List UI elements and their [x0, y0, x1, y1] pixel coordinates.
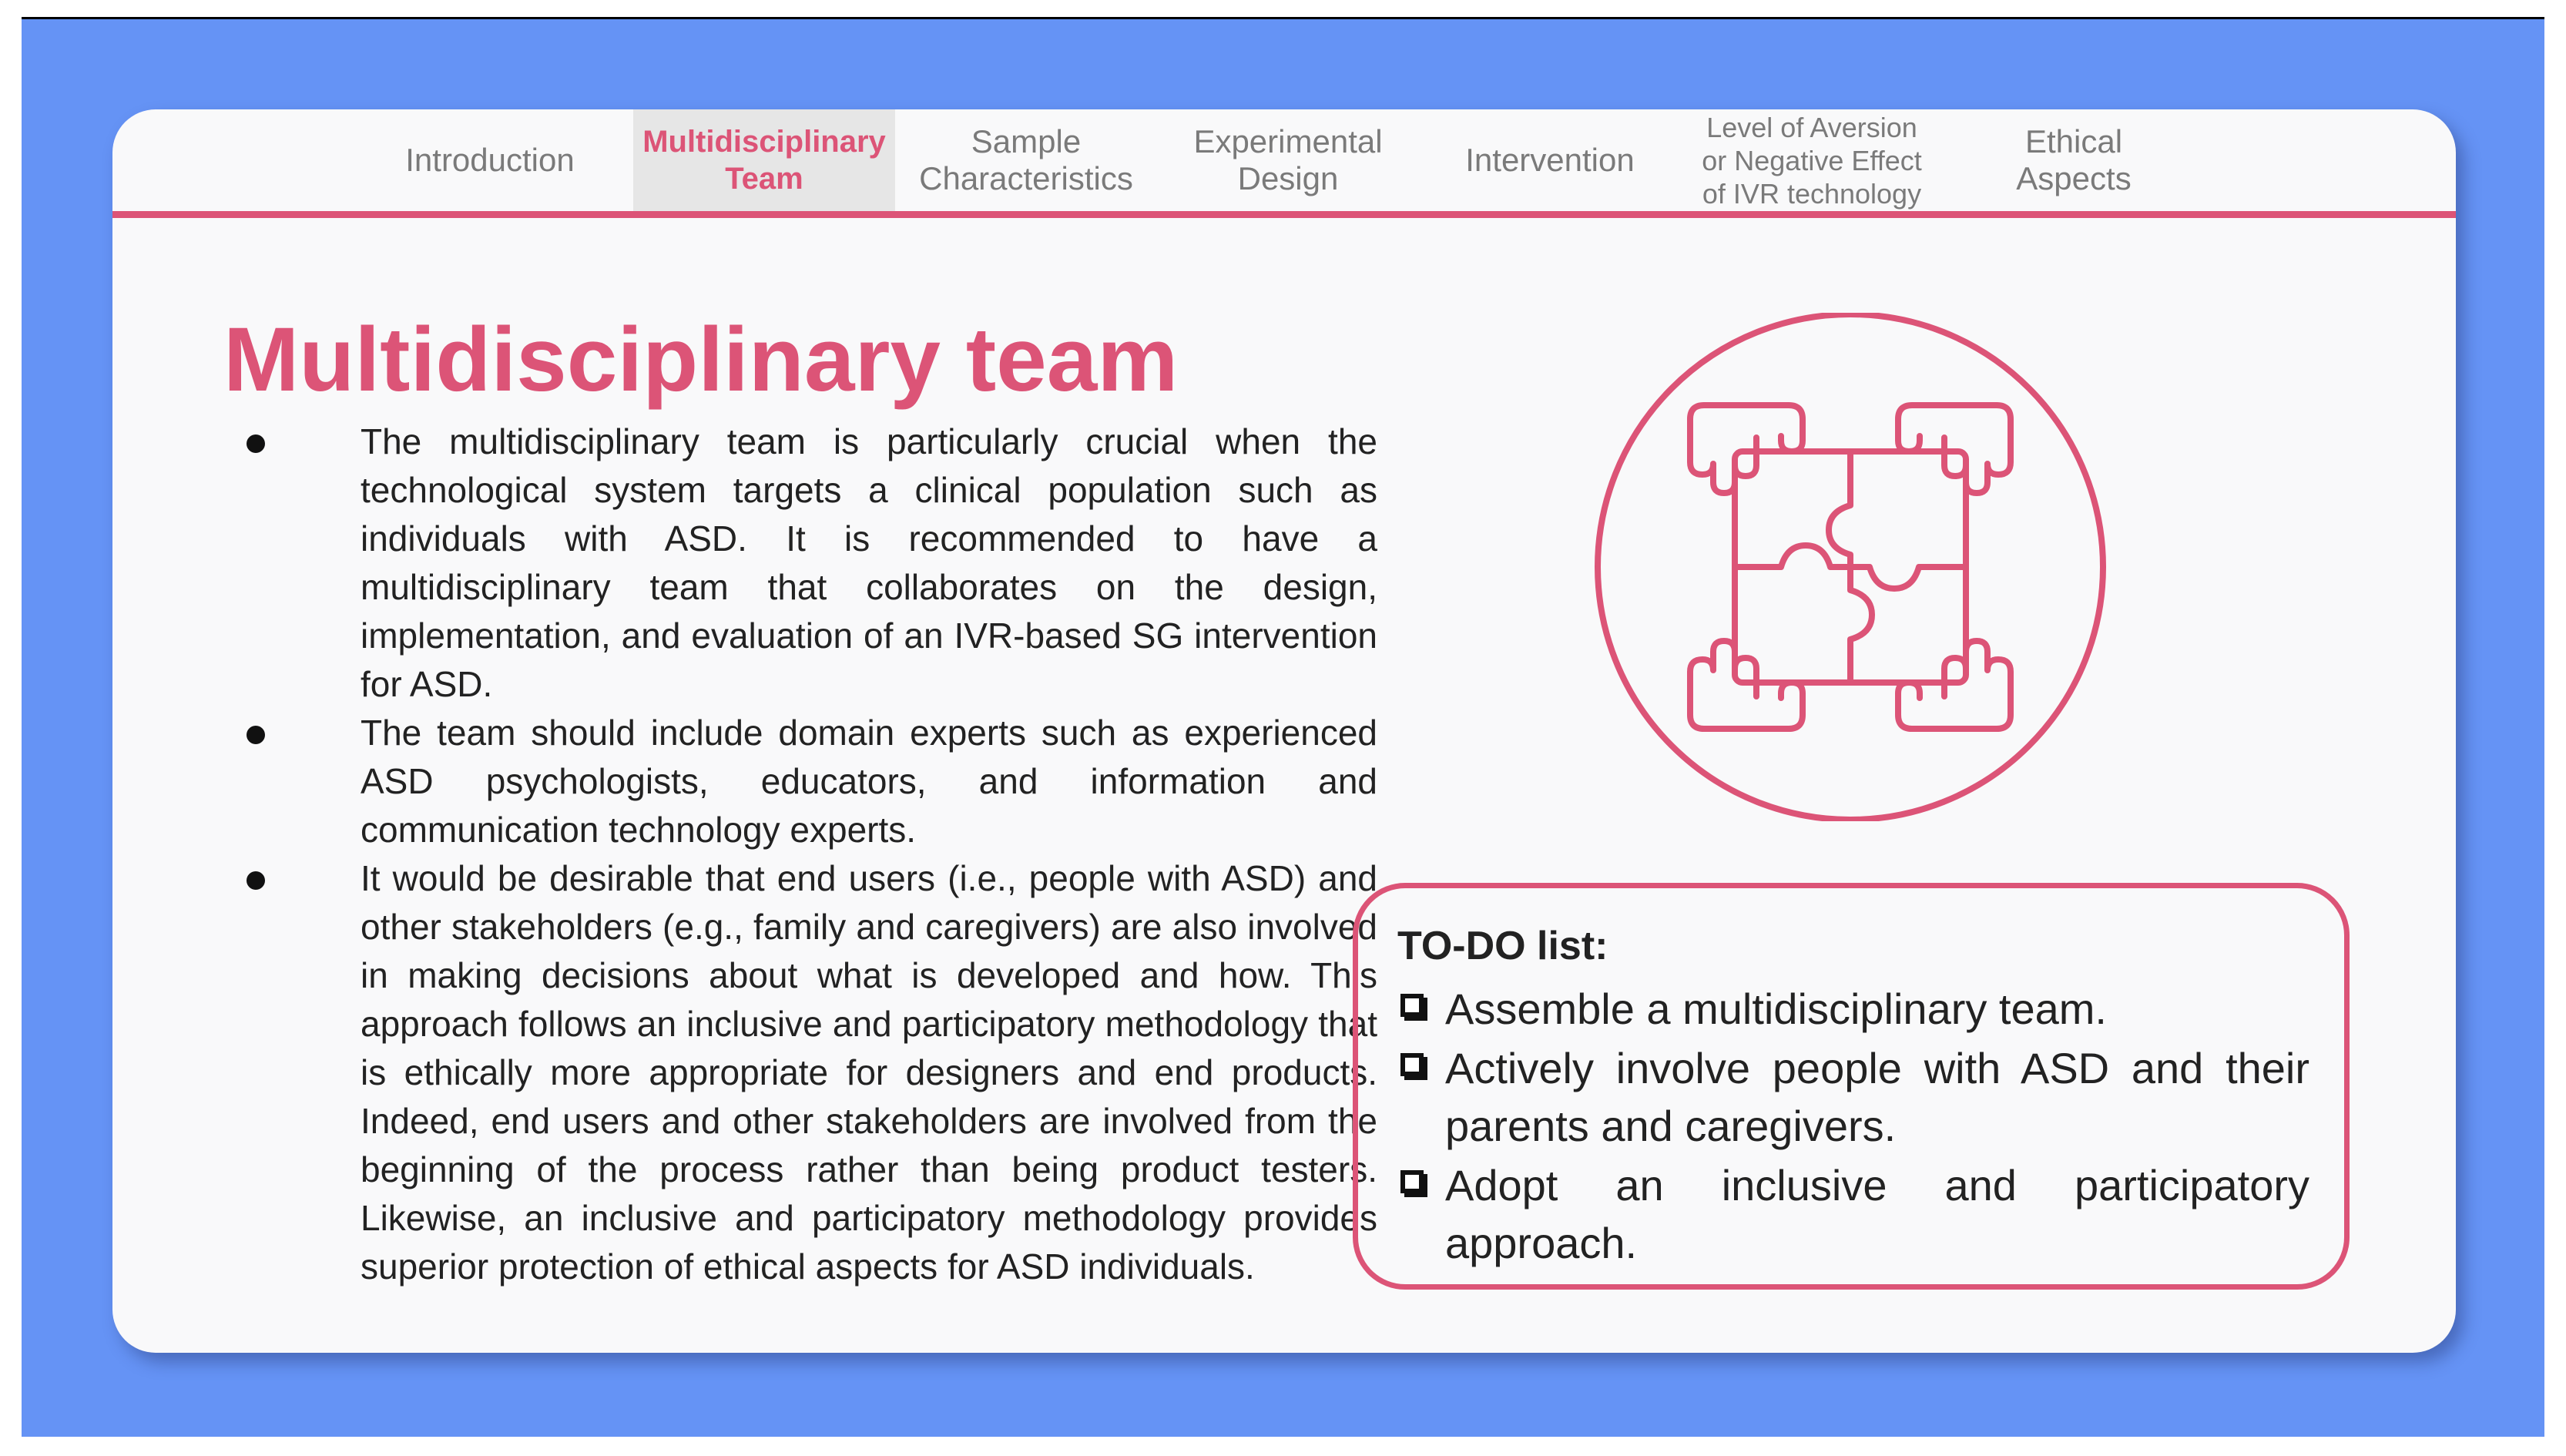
tab-intervention[interactable]: Intervention — [1465, 142, 1635, 178]
todo-item: Actively involve people with ASD and their parents and caregivers. — [1400, 1039, 2309, 1155]
tab-sample-characteristics[interactable]: Sample Characteristics — [919, 123, 1133, 196]
bullet-item: The team should include domain experts such as experienced ASD psychologists, educators, and information and communication technology experts. — [176, 709, 1377, 854]
bullet-item: The multidisciplinary team is particularly crucial when the technological system targets a clinical population such as individuals with ASD. It is recommended to have a multidisciplinary team that collaborates on the design, implementation, and evaluation of an IVR-based SG intervention for ASD. — [176, 418, 1377, 709]
page-title: Multidisciplinary team — [223, 309, 1179, 411]
tab-multidisciplinary-team[interactable]: Multidisciplinary Team — [633, 109, 895, 211]
todo-list — [1400, 980, 2309, 1273]
tab-ethical-aspects[interactable]: Ethical Aspects — [2016, 123, 2132, 196]
checkbox-icon[interactable] — [1400, 994, 1424, 1017]
todo-item: Assemble a multidisciplinary team. — [1400, 980, 2309, 1038]
todo-item: Adopt an inclusive and participatory approach. — [1400, 1156, 2309, 1272]
todo-heading: TO-DO list: — [1397, 924, 1608, 968]
navigation-bar — [112, 109, 2456, 216]
bullet-dot-icon — [247, 434, 265, 453]
nav-underline — [112, 211, 2456, 218]
bullet-dot-icon — [247, 726, 265, 744]
tab-introduction[interactable]: Introduction — [405, 142, 575, 178]
checkbox-icon[interactable] — [1400, 1053, 1424, 1076]
puzzle-teamwork-icon — [1588, 313, 2112, 821]
bullet-list — [176, 418, 1377, 1291]
tab-level-of-aversion[interactable]: Level of Aversion or Negative Effect of IVR technology — [1702, 111, 1922, 210]
tab-experimental-design[interactable]: Experimental Design — [1193, 123, 1383, 196]
bullet-dot-icon — [247, 871, 265, 890]
slide-card — [112, 109, 2456, 1353]
checkbox-icon[interactable] — [1400, 1170, 1424, 1193]
bullet-item: It would be desirable that end users (i.e., people with ASD) and other stakeholders (e.g., family and caregivers) are also involved in making decisions about what is developed and how. This approach follows an inclusive and participatory methodology that is ethically more appropriate for designers and end products. Indeed, end users and other stakeholders are involved from the beginning of the process rather than being product testers. Likewise, an inclusive and participatory methodology provides superior protection of ethical aspects for ASD individuals. — [176, 854, 1377, 1291]
